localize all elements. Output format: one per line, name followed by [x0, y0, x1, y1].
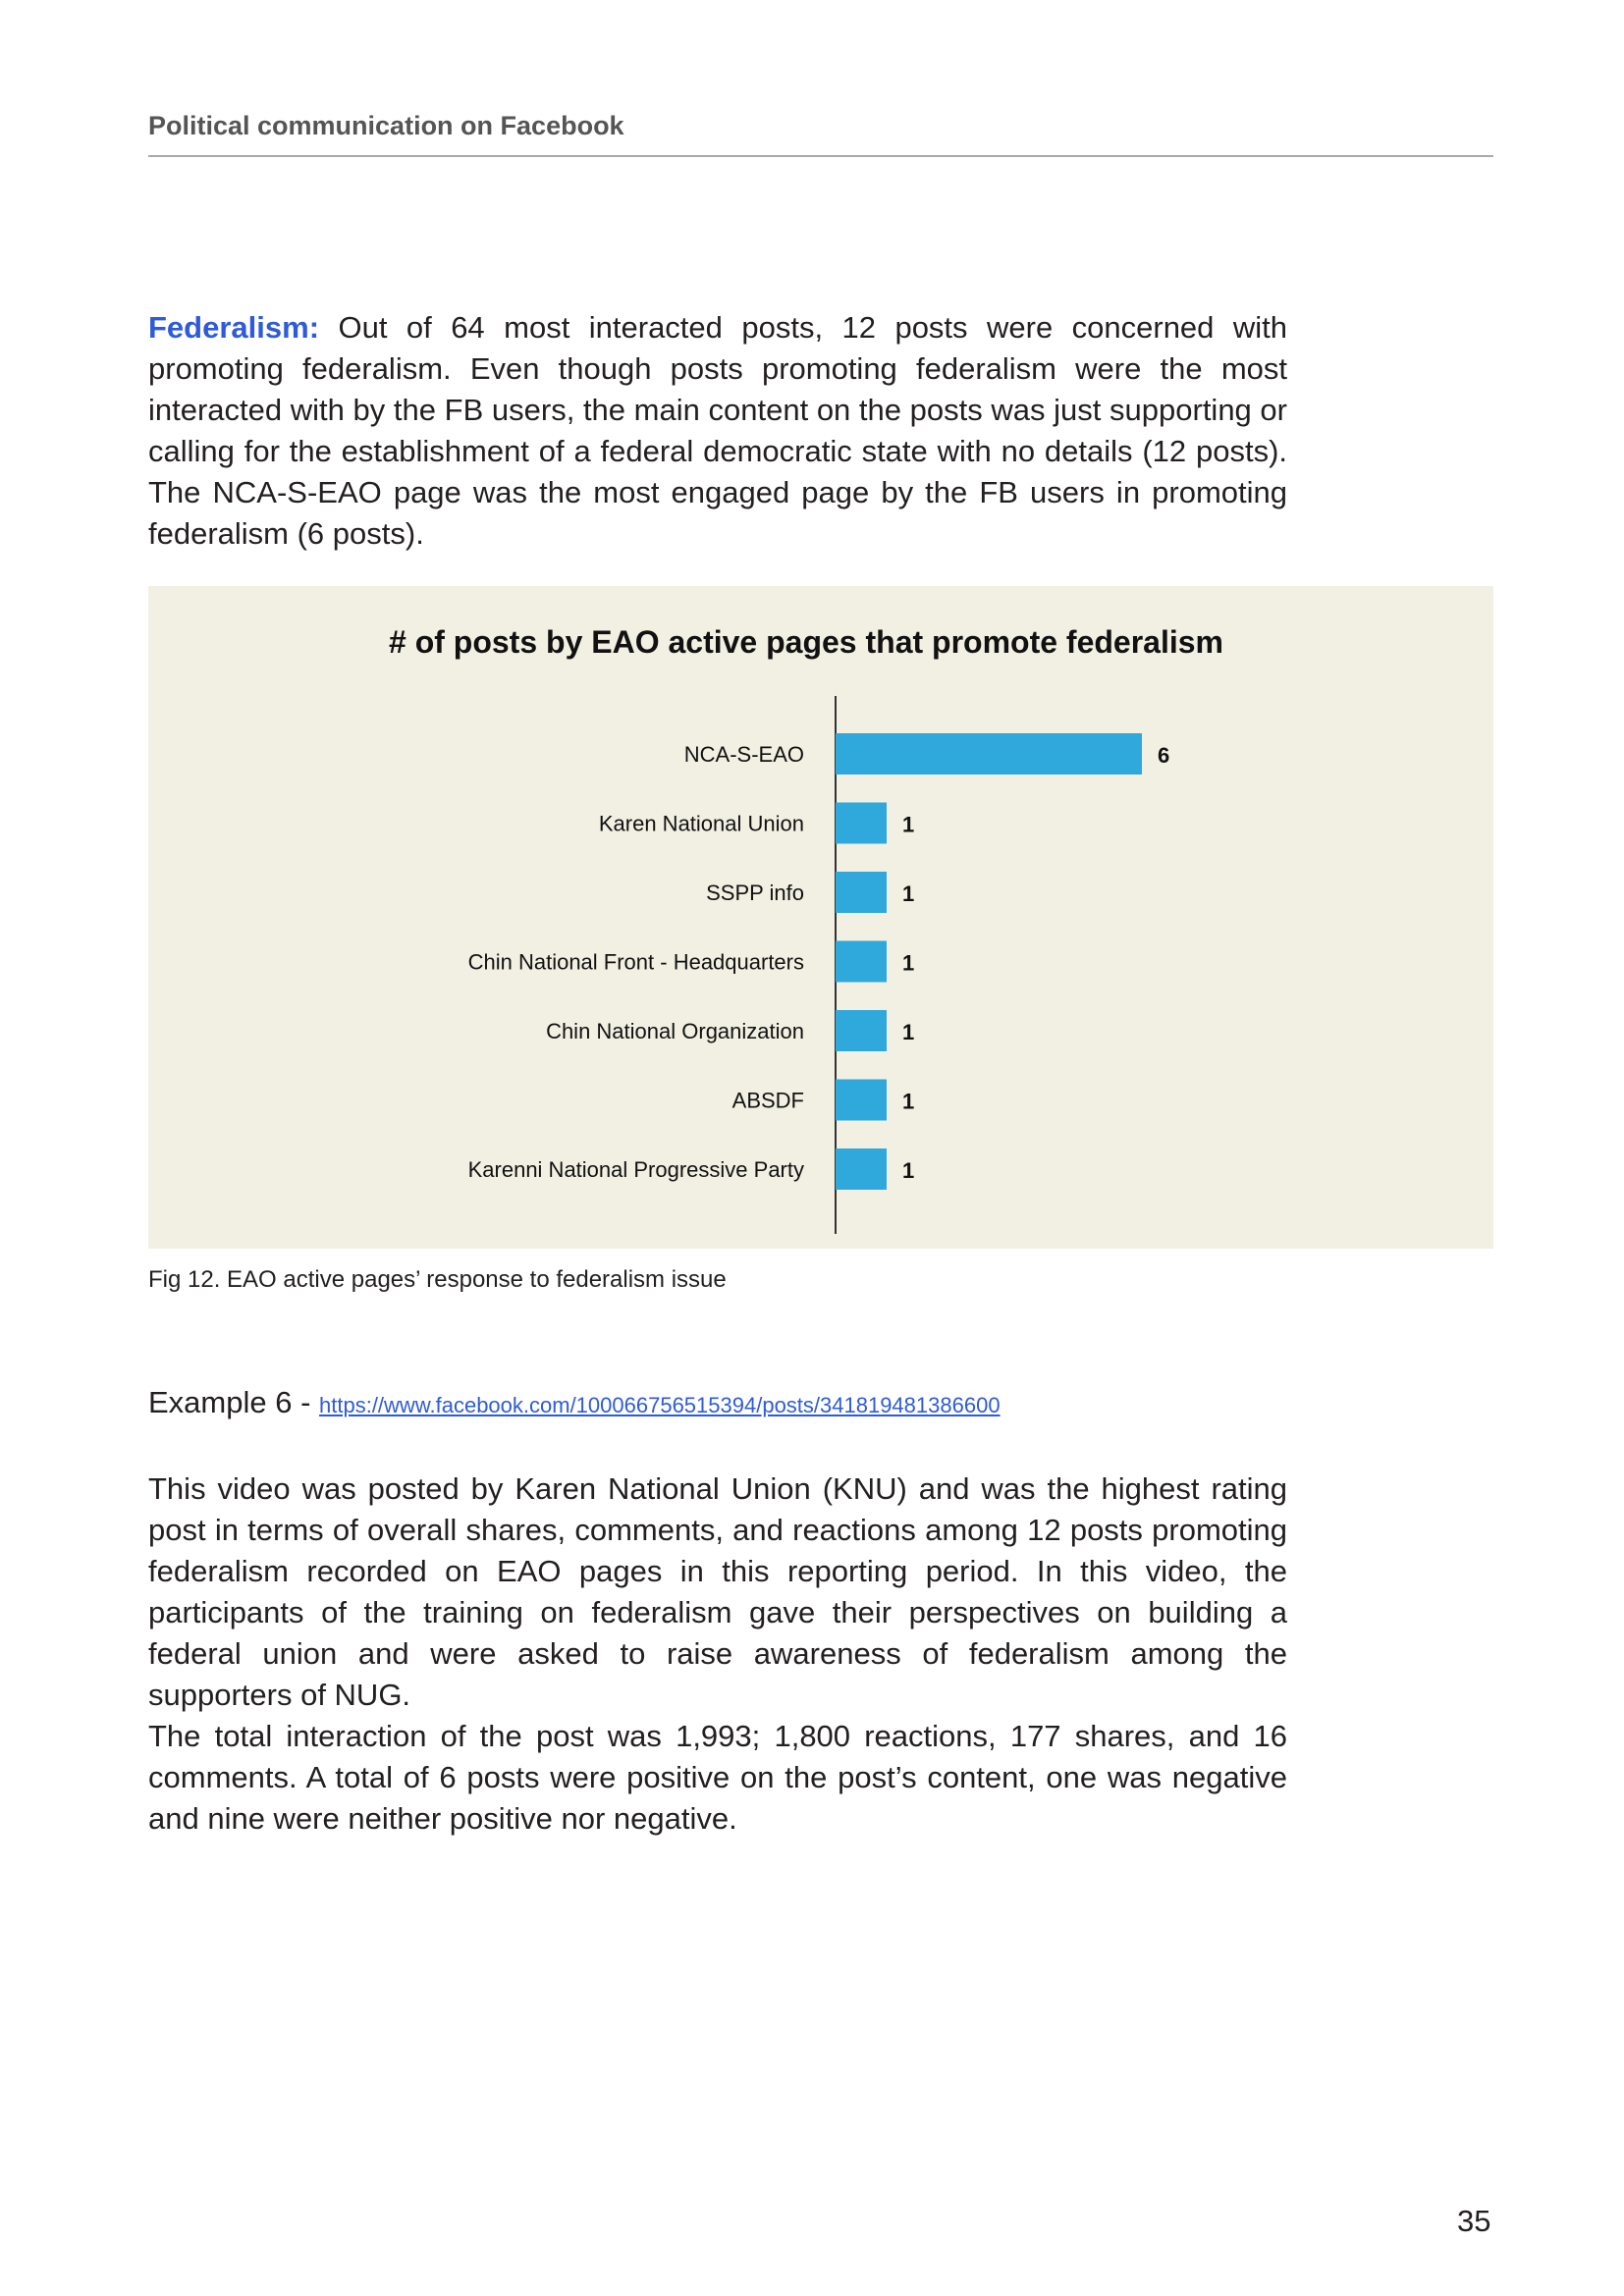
example-line: [148, 1385, 1001, 1420]
bar: [836, 1148, 887, 1190]
bar: [836, 941, 887, 983]
category-label: Chin National Front - Headquarters: [467, 949, 804, 975]
page-number: 35: [1457, 2204, 1491, 2238]
figure-caption: Fig 12. EAO active pages’ response to federalism issue: [148, 1266, 727, 1293]
bars-group: [468, 733, 1170, 1190]
value-label: 1: [902, 881, 915, 906]
category-label: ABSDF: [731, 1088, 804, 1113]
example-label: Example 6 -: [148, 1385, 320, 1419]
interaction-paragraph: The total interaction of the post was 1,993; 1,800 reactions, 177 shares, and 16 comments. A total of 6 posts were positive on the post’s content, one was negative and nine were neither positive nor negative.: [148, 1719, 1287, 1836]
bar: [836, 733, 1142, 774]
value-label: 1: [902, 1158, 915, 1183]
value-label: 1: [902, 950, 915, 976]
value-label: 1: [902, 1089, 915, 1114]
bar: [836, 872, 887, 913]
bar: [836, 803, 887, 844]
federalism-lead-term: Federalism:: [148, 310, 320, 345]
category-label: Karenni National Progressive Party: [467, 1157, 804, 1182]
value-label: 6: [1158, 743, 1170, 768]
category-label: SSPP info: [706, 881, 804, 905]
header-rule: [148, 155, 1493, 157]
category-label: NCA-S-EAO: [683, 742, 804, 767]
video-paragraph: This video was posted by Karen National Union (KNU) and was the highest rating post in terms of overall shares, comments, and reactions among 12 posts promoting federalism recorded on EAO pages in this reporting period. In this video, the participants of the training on federalism gave their perspectives on building a federal union and were asked to raise awareness of federalism among the supporters of NUG.: [148, 1471, 1287, 1712]
example-link[interactable]: https://www.facebook.com/100066756515394/posts/341819481386600: [319, 1393, 1001, 1417]
value-label: 1: [902, 812, 915, 837]
category-label: Karen National Union: [598, 811, 804, 836]
chart-panel: [148, 586, 1493, 1249]
category-label: Chin National Organization: [546, 1019, 804, 1043]
bar-chart: [148, 586, 1493, 1249]
bar: [836, 1080, 887, 1121]
federalism-text: Out of 64 most interacted posts, 12 posts were concerned with promoting federalism. Even though posts promoting federalism were the most interacted with by the FB users, the main content on the posts was just supporting or calling for the establishment of a federal democratic state with no details (12 posts). The NCA-S-EAO page was the most engaged page by the FB users in promoting federalism (6 posts).: [148, 310, 1287, 551]
federalism-paragraph: [148, 307, 1287, 555]
running-header: Political communication on Facebook: [148, 111, 624, 140]
bar: [836, 1010, 887, 1051]
chart-title: # of posts by EAO active pages that promote federalism: [389, 624, 1223, 660]
value-label: 1: [902, 1020, 915, 1044]
